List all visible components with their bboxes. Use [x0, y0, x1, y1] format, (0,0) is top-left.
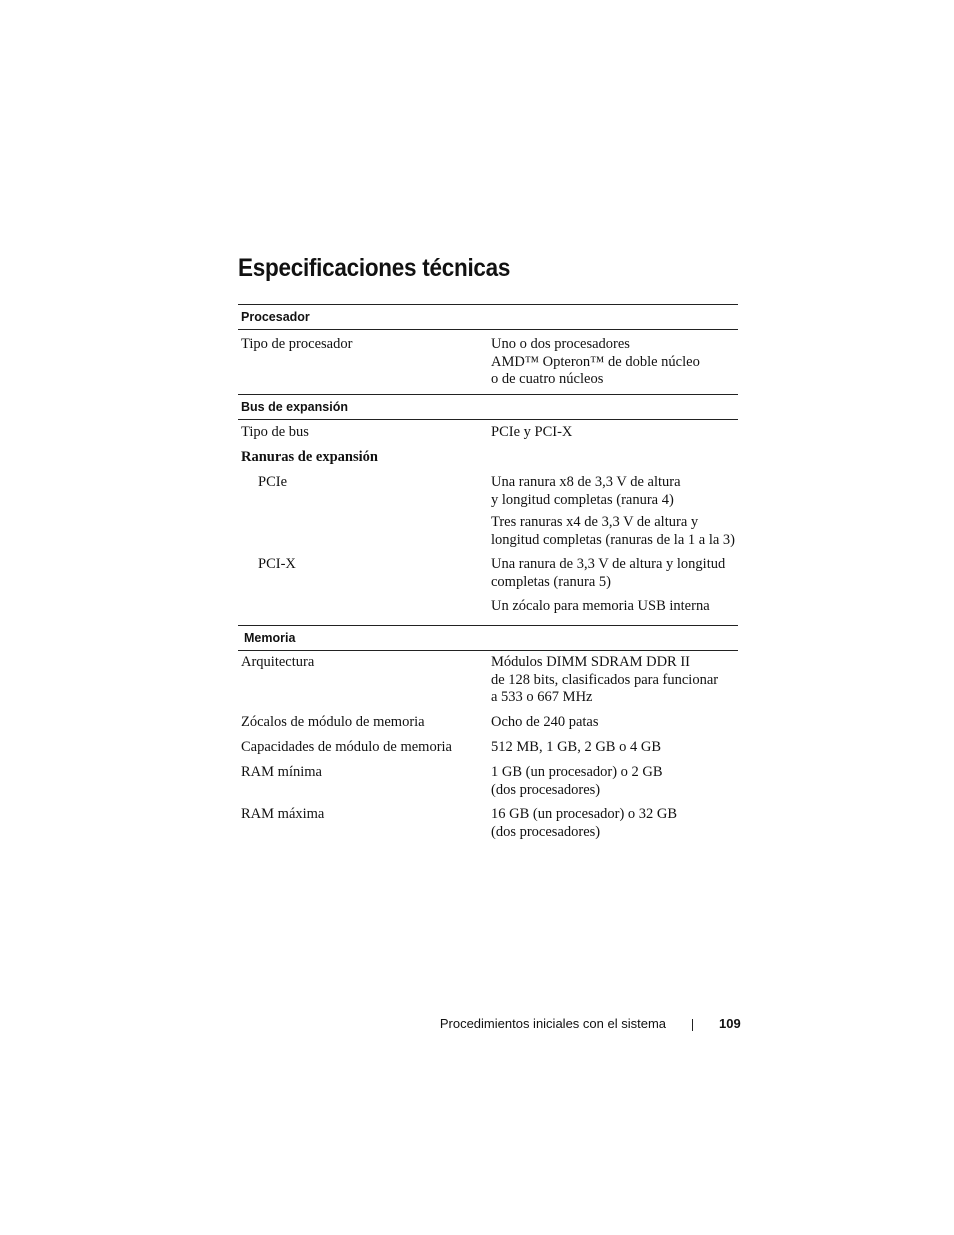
spec-value: 1 GB (un procesador) o 2 GB (dos procesadores)	[491, 764, 663, 798]
spec-label: Ranuras de expansión	[241, 449, 378, 465]
spec-value: Módulos DIMM SDRAM DDR II de 128 bits, clasificados para funcionar a 533 o 667 MHz	[491, 654, 719, 705]
spec-label: RAM máxima	[241, 806, 325, 822]
page-title: Especificaciones técnicas	[238, 254, 511, 282]
spec-label: Tipo de procesador	[241, 336, 353, 352]
spec-value: Ocho de 240 patas	[491, 714, 599, 730]
section-heading-memoria: Memoria	[238, 625, 738, 651]
spec-section-bus	[238, 394, 738, 614]
spec-value: Una ranura x8 de 3,3 V de altura y longitud completas (ranura 4)	[491, 474, 681, 508]
page-number: 109	[719, 1016, 741, 1031]
page-footer	[0, 1016, 954, 1036]
spec-label: Arquitectura	[241, 654, 315, 670]
spec-section-memoria	[238, 625, 738, 840]
spec-value: Tres ranuras x4 de 3,3 V de altura y longitud completas (ranuras de la 1 a la 3)	[491, 514, 736, 548]
spec-row-tipo-procesador	[238, 336, 738, 401]
spec-value: Un zócalo para memoria USB interna	[491, 598, 710, 614]
spec-label: Zócalos de módulo de memoria	[241, 714, 425, 730]
section-heading-bus: Bus de expansión	[238, 394, 738, 420]
spec-value: Uno o dos procesadores AMD™ Opteron™ de doble núcleo o de cuatro núcleos	[491, 336, 700, 387]
footer-divider	[692, 1019, 693, 1031]
spec-label: PCI-X	[258, 556, 296, 572]
spec-label: PCIe	[258, 474, 287, 490]
spec-value: PCIe y PCI-X	[491, 424, 573, 440]
footer-chapter-title: Procedimientos iniciales con el sistema	[439, 1016, 666, 1031]
spec-label: Tipo de bus	[241, 424, 309, 440]
spec-value: 512 MB, 1 GB, 2 GB o 4 GB	[491, 739, 661, 755]
spec-label: Capacidades de módulo de memoria	[241, 739, 452, 755]
spec-section-procesador	[238, 304, 738, 401]
section-heading-procesador: Procesador	[238, 304, 738, 330]
spec-value: Una ranura de 3,3 V de altura y longitud completas (ranura 5)	[491, 556, 726, 590]
spec-label: RAM mínima	[241, 764, 322, 780]
spec-value: 16 GB (un procesador) o 32 GB (dos procesadores)	[491, 806, 678, 840]
